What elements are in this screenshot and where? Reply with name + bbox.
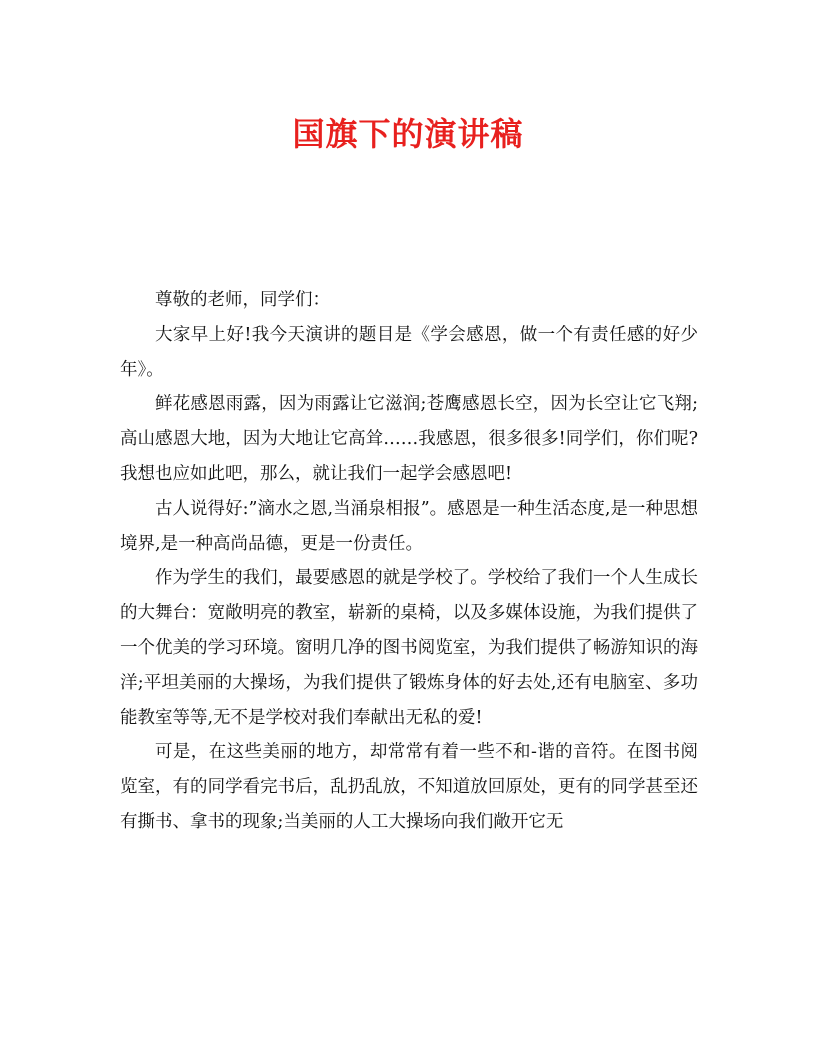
body-paragraph: 鲜花感恩雨露，因为雨露让它滋润;苍鹰感恩长空，因为长空让它飞翔;高山感恩大地，因为大地让它高耸……我感恩，很多很多!同学们，你们呢?我想也应如此吧，那么，就让我们一起学会感恩吧! [120,394,698,484]
body-paragraph: 作为学生的我们，最要感恩的就是学校了。学校给了我们一个人生成长的大舞台：宽敞明亮的教室，崭新的桌椅，以及多媒体设施，为我们提供了一个优美的学习环境。窗明几净的图书阅览室，为我们提供了畅游知识的海洋;平坦美丽的大操场，为我们提供了锻炼身体的好去处,还有电脑室、多功能教室等等,无不是学校对我们奉献出无私的爱! [120,568,698,728]
document-title: 国旗下的演讲稿 [292,115,524,153]
document-body [120,283,698,840]
salutation-paragraph: 尊敬的老师，同学们： [155,290,330,310]
body-paragraph: 可是，在这些美丽的地方，却常常有着一些不和-谐的音符。在图书阅览室，有的同学看完书后，乱扔乱放，不知道放回原处，更有的同学甚至还有撕书、拿书的现象;当美丽的人工大操场向我们敞开它无 [120,742,698,832]
body-paragraph: 大家早上好!我今天演讲的题目是《学会感恩，做一个有责任感的好少年》。 [120,324,698,380]
body-paragraph: 古人说得好:”滴水之恩,当涌泉相报”。感恩是一种生活态度,是一种思想境界,是一种高尚品德，更是一份责任。 [120,498,698,554]
